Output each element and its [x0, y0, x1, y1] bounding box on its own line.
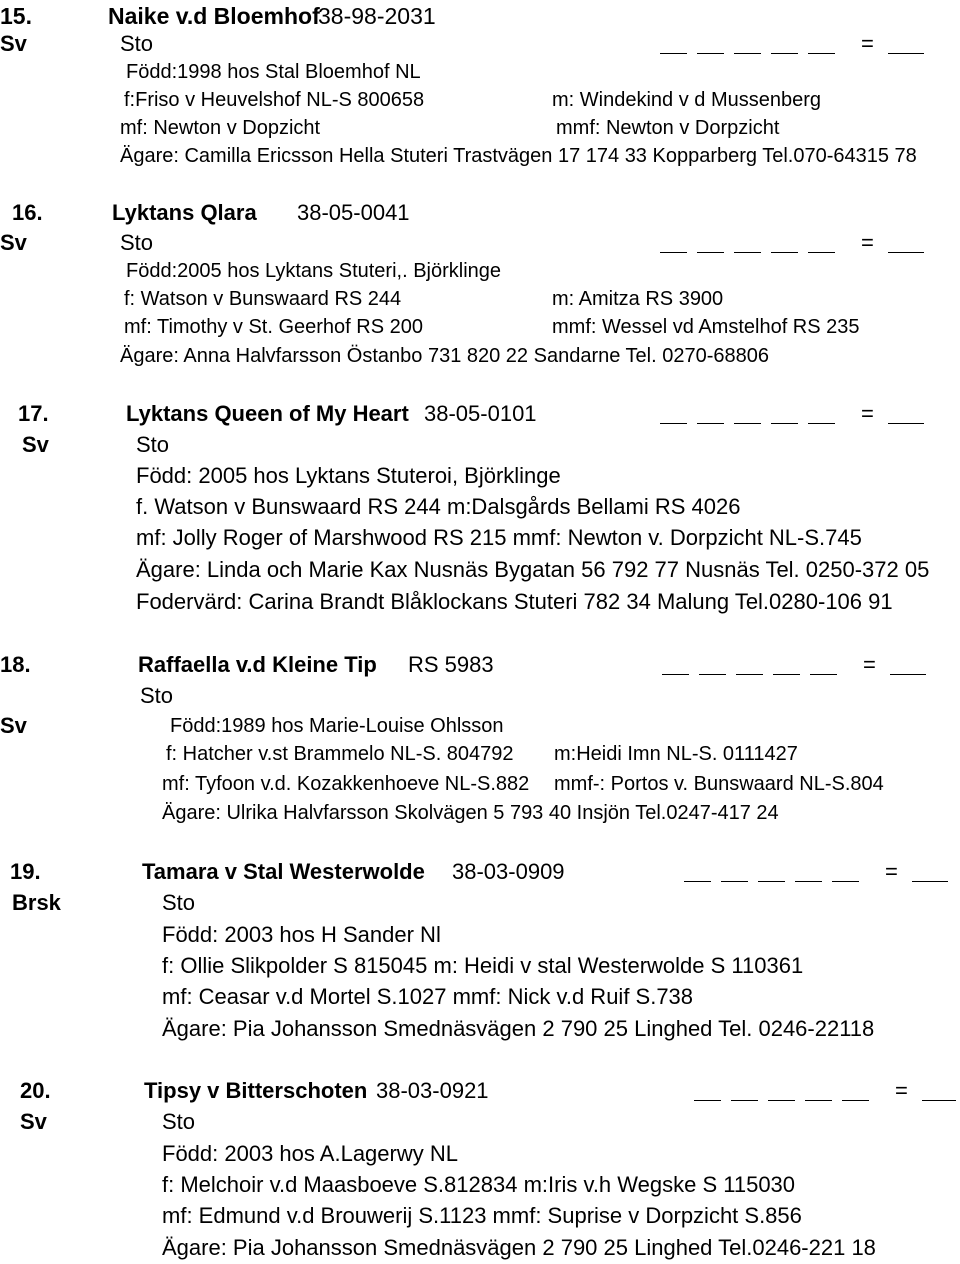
registration-number: RS 5983 [408, 652, 494, 677]
sire: f:Friso v Heuvelshof NL-S 800658 [124, 89, 425, 111]
born-info: Född:2005 hos Lyktans Stuteri,. Björklinge [126, 260, 502, 282]
class-label: Brsk [12, 890, 61, 915]
sire: f: Hatcher v.st Brammelo NL-S. 804792 [166, 743, 514, 765]
owner-info: Ägare: Pia Johansson Smednäsvägen 2 790 25 Linghed Tel. 0246-22118 [162, 1016, 875, 1041]
dam: m: Amitza RS 3900 [552, 288, 724, 310]
dam-dam-sire: mmf: Wessel vd Amstelhof RS 235 [552, 316, 860, 338]
dam-sire: mf: Tyfoon v.d. Kozakkenhoeve NL-S.882 [162, 773, 530, 795]
horse-name: Tipsy v Bitterschoten [144, 1078, 368, 1103]
entry-number: 16. [12, 200, 43, 225]
born-info: Född: 2003 hos A.Lagerwy NL [162, 1141, 458, 1166]
registration-number: 38-05-0041 [297, 200, 410, 225]
dam-sire: mf: Timothy v St. Geerhof RS 200 [124, 316, 424, 338]
class-label: Sv [22, 432, 49, 457]
class-label: Sv [0, 31, 27, 56]
horse-name: Tamara v Stal Westerwolde [142, 859, 425, 884]
sex-label: Sto [136, 432, 170, 457]
sex-label: Sto [162, 890, 196, 915]
dam: m:Heidi Imn NL-S. 0111427 [554, 743, 798, 765]
horse-name: Lyktans Queen of My Heart [126, 401, 409, 426]
born-info: Född:1989 hos Marie-Louise Ohlsson [170, 715, 504, 737]
score-blanks: = [660, 31, 930, 57]
score-blanks: = [660, 401, 930, 427]
score-blanks: = [662, 652, 932, 678]
dam-sire: mf: Newton v Dopzicht [120, 117, 321, 139]
registration-number: 38-03-0921 [376, 1078, 489, 1103]
sire: f: Watson v Bunswaard RS 244 [124, 288, 402, 310]
score-blanks: = [694, 1078, 960, 1104]
dam-dam-sire: mmf: Newton v Dorpzicht [556, 117, 780, 139]
born-info: Född: 2003 hos H Sander Nl [162, 922, 441, 947]
class-label: Sv [20, 1109, 47, 1134]
owner-info: Ägare: Pia Johansson Smednäsvägen 2 790 25 Linghed Tel.0246-221 18 [162, 1235, 876, 1260]
born-info: Född:1998 hos Stal Bloemhof NL [126, 61, 421, 83]
born-info: Född: 2005 hos Lyktans Stuteroi, Björklinge [136, 463, 561, 488]
owner-info: Ägare: Linda och Marie Kax Nusnäs Bygatan 56 792 77 Nusnäs Tel. 0250-372 05 [136, 557, 930, 582]
sex-label: Sto [162, 1109, 196, 1134]
owner-info: Ägare: Ulrika Halvfarsson Skolvägen 5 793 40 Insjön Tel.0247-417 24 [162, 802, 779, 824]
horse-name: Raffaella v.d Kleine Tip [138, 652, 377, 677]
entry-number: 15. [0, 3, 32, 29]
entry-number: 17. [18, 401, 49, 426]
registration-number: 38-03-0909 [452, 859, 565, 884]
class-label: Sv [0, 230, 27, 255]
registration-number: 38-98-2031 [318, 3, 436, 29]
sex-label: Sto [120, 230, 154, 255]
horse-name: Naike v.d Bloemhof [108, 3, 320, 29]
horse-name: Lyktans Qlara [112, 200, 257, 225]
entry-number: 19. [10, 859, 41, 884]
registration-number: 38-05-0101 [424, 401, 537, 426]
entry-number: 20. [20, 1078, 51, 1103]
score-blanks: = [684, 859, 954, 885]
dam-sire-line: mf: Jolly Roger of Marshwood RS 215 mmf: Newton v. Dorpzicht NL-S.745 [136, 525, 862, 550]
dam-sire-line: mf: Ceasar v.d Mortel S.1027 mmf: Nick v.d Ruif S.738 [162, 984, 694, 1009]
feeder-info: Fodervärd: Carina Brandt Blåklockans Stuteri 782 34 Malung Tel.0280-106 91 [136, 589, 893, 614]
sire-dam: f. Watson v Bunswaard RS 244 m:Dalsgårds Bellami RS 4026 [136, 494, 741, 519]
dam-dam-sire: mmf-: Portos v. Bunswaard NL-S.804 [554, 773, 884, 795]
class-label: Sv [0, 713, 27, 738]
owner-info: Ägare: Anna Halvfarsson Östanbo 731 820 22 Sandarne Tel. 0270-68806 [120, 345, 769, 367]
sire-dam: f: Melchoir v.d Maasboeve S.812834 m:Iris v.h Wegske S 115030 [162, 1172, 796, 1197]
dam-sire-line: mf: Edmund v.d Brouwerij S.1123 mmf: Suprise v Dorpzicht S.856 [162, 1203, 802, 1228]
dam: m: Windekind v d Mussenberg [552, 89, 822, 111]
sire-dam: f: Ollie Slikpolder S 815045 m: Heidi v stal Westerwolde S 110361 [162, 953, 804, 978]
entry-number: 18. [0, 652, 31, 677]
sex-label: Sto [120, 31, 154, 56]
sex-label: Sto [140, 683, 174, 708]
owner-info: Ägare: Camilla Ericsson Hella Stuteri Trastvägen 17 174 33 Kopparberg Tel.070-64315 78 [120, 145, 917, 167]
score-blanks: = [660, 230, 930, 256]
